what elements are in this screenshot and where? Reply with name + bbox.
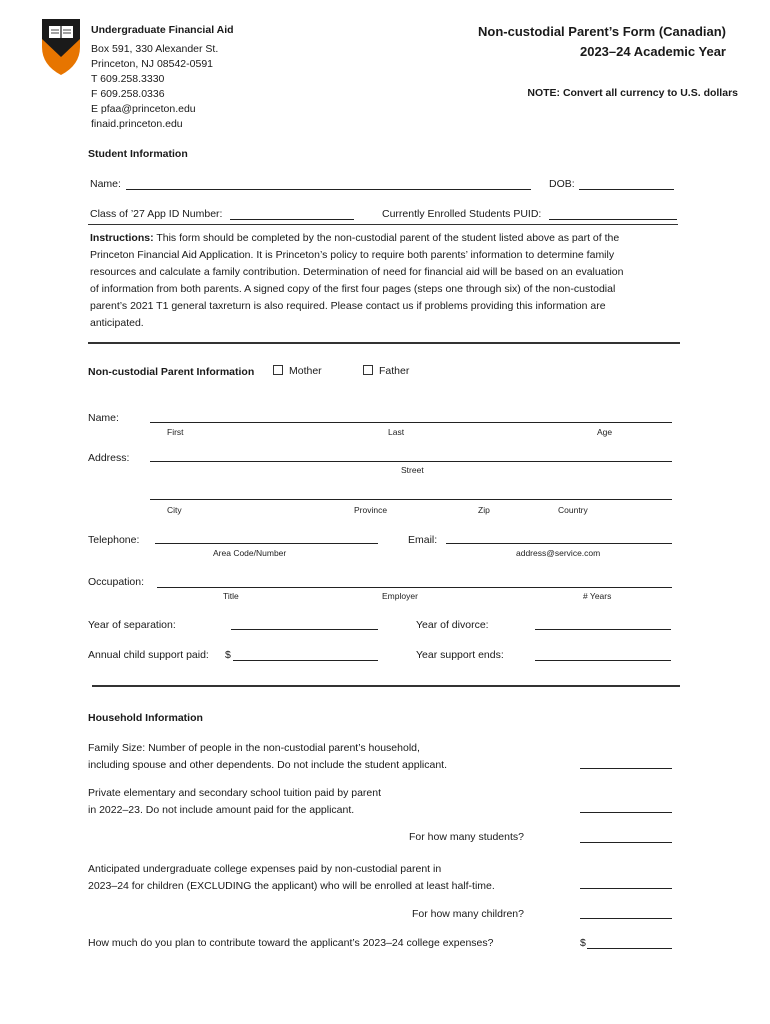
dollar-sign: $ — [580, 937, 586, 949]
princeton-shield-logo — [40, 17, 82, 77]
how-many-children-label: For how many children? — [411, 908, 524, 920]
divorce-label: Year of divorce: — [416, 619, 489, 631]
dollar-sign: $ — [225, 649, 231, 661]
address-label: Address: — [88, 452, 130, 464]
college-line: Anticipated undergraduate college expenses paid by non-custodial parent in — [88, 863, 442, 875]
checkbox-icon — [273, 365, 283, 375]
child-support-label: Annual child support paid: — [88, 649, 209, 661]
family-size-field[interactable] — [580, 768, 672, 769]
tuition-field[interactable] — [580, 812, 672, 813]
child-support-field[interactable] — [233, 660, 378, 661]
instructions-paragraph — [90, 230, 690, 332]
email-line: E pfaa@princeton.edu — [91, 103, 196, 115]
contribute-field[interactable] — [587, 948, 672, 949]
last-hint: Last — [388, 427, 405, 437]
city-hint: City — [167, 505, 182, 515]
phone-line: T 609.258.3330 — [91, 73, 165, 85]
mother-label: Mother — [289, 365, 322, 377]
parent-name-field[interactable] — [150, 422, 672, 423]
puid-field[interactable] — [549, 219, 677, 220]
email-hint: address@service.com — [516, 548, 601, 558]
divider — [88, 224, 678, 225]
student-section-title: Student Information — [88, 148, 188, 160]
household-section-title: Household Information — [88, 712, 203, 724]
fax-line: F 609.258.0336 — [91, 88, 165, 100]
support-ends-label: Year support ends: — [416, 649, 504, 661]
separation-field[interactable] — [231, 629, 378, 630]
website-line: finaid.princeton.edu — [91, 118, 183, 130]
contact-block — [91, 42, 218, 132]
instructions-line: This form should be completed by the non-custodial parent of the student listed above as part of the — [153, 232, 620, 244]
instructions-line: resources and calculate a family contribution. Determination of need for financial aid will be based on an evaluation — [90, 266, 624, 278]
form-title: Non-custodial Parent’s Form (Canadian) — [478, 24, 726, 39]
occupation-field[interactable] — [157, 587, 672, 588]
how-many-students-label: For how many students? — [409, 831, 524, 843]
dob-label: DOB: — [549, 178, 575, 190]
currency-note: NOTE: Convert all currency to U.S. dollars — [527, 87, 738, 99]
instructions-line: Princeton Financial Aid Application. It is Princeton’s policy to require both parents’ information to determine family — [90, 249, 615, 261]
address-line: Princeton, NJ 08542-0591 — [91, 58, 213, 70]
app-id-field[interactable] — [230, 219, 354, 220]
college-text — [88, 861, 495, 895]
academic-year: 2023–24 Academic Year — [579, 44, 726, 59]
years-hint: # Years — [583, 591, 612, 601]
street-field[interactable] — [150, 461, 672, 462]
age-hint: Age — [597, 427, 613, 437]
street-hint: Street — [401, 465, 424, 475]
dob-field[interactable] — [579, 189, 674, 190]
telephone-field[interactable] — [155, 543, 378, 544]
province-hint: Province — [354, 505, 388, 515]
puid-label: Currently Enrolled Students PUID: — [382, 208, 542, 220]
country-hint: Country — [558, 505, 588, 515]
student-name-label: Name: — [90, 178, 121, 190]
college-expenses-field[interactable] — [580, 888, 672, 889]
family-size-line: including spouse and other dependents. Do not include the student applicant. — [88, 759, 448, 771]
mother-checkbox[interactable] — [273, 365, 322, 377]
section-rule — [92, 685, 680, 687]
instructions-line: parent’s 2021 T1 general taxreturn is also required. Please contact us if problems providing this information are — [90, 300, 606, 312]
father-label: Father — [379, 365, 410, 377]
tuition-line: Private elementary and secondary school tuition paid by parent — [88, 787, 382, 799]
family-size-line: Family Size: Number of people in the non-custodial parent’s household, — [88, 742, 420, 754]
support-ends-field[interactable] — [535, 660, 671, 661]
family-size-text — [88, 740, 447, 774]
title-hint: Title — [223, 591, 239, 601]
student-name-field[interactable] — [126, 189, 531, 190]
how-many-students-field[interactable] — [580, 842, 672, 843]
address-line: Box 591, 330 Alexander St. — [91, 43, 219, 55]
divorce-field[interactable] — [535, 629, 671, 630]
instructions-label: Instructions: — [90, 232, 154, 244]
org-name: Undergraduate Financial Aid — [91, 24, 234, 36]
contribute-label: How much do you plan to contribute toward the applicant’s 2023–24 college expenses? — [88, 937, 494, 949]
parent-name-label: Name: — [88, 412, 119, 424]
instructions-line: of information from both parents. A signed copy of the first four pages (steps one through six) of the non-custodial — [90, 283, 616, 295]
app-id-label: Class of ’27 App ID Number: — [90, 208, 223, 220]
separation-label: Year of separation: — [88, 619, 176, 631]
tuition-line: in 2022–23. Do not include amount paid for the applicant. — [88, 804, 355, 816]
college-line: 2023–24 for children (EXCLUDING the applicant) who will be enrolled at least half-time. — [88, 880, 495, 892]
email-field[interactable] — [446, 543, 672, 544]
form-title-block — [478, 22, 726, 62]
zip-hint: Zip — [478, 505, 490, 515]
parent-section-title: Non-custodial Parent Information — [88, 366, 255, 378]
how-many-children-field[interactable] — [580, 918, 672, 919]
employer-hint: Employer — [382, 591, 418, 601]
first-hint: First — [167, 427, 184, 437]
email-label: Email: — [408, 534, 438, 546]
tuition-text — [88, 785, 381, 819]
city-line-field[interactable] — [150, 499, 672, 500]
father-checkbox[interactable] — [363, 365, 409, 377]
checkbox-icon — [363, 365, 373, 375]
occupation-label: Occupation: — [88, 576, 145, 588]
instructions-line: anticipated. — [90, 317, 144, 329]
telephone-label: Telephone: — [88, 534, 140, 546]
section-rule — [88, 342, 680, 344]
area-code-hint: Area Code/Number — [213, 548, 287, 558]
